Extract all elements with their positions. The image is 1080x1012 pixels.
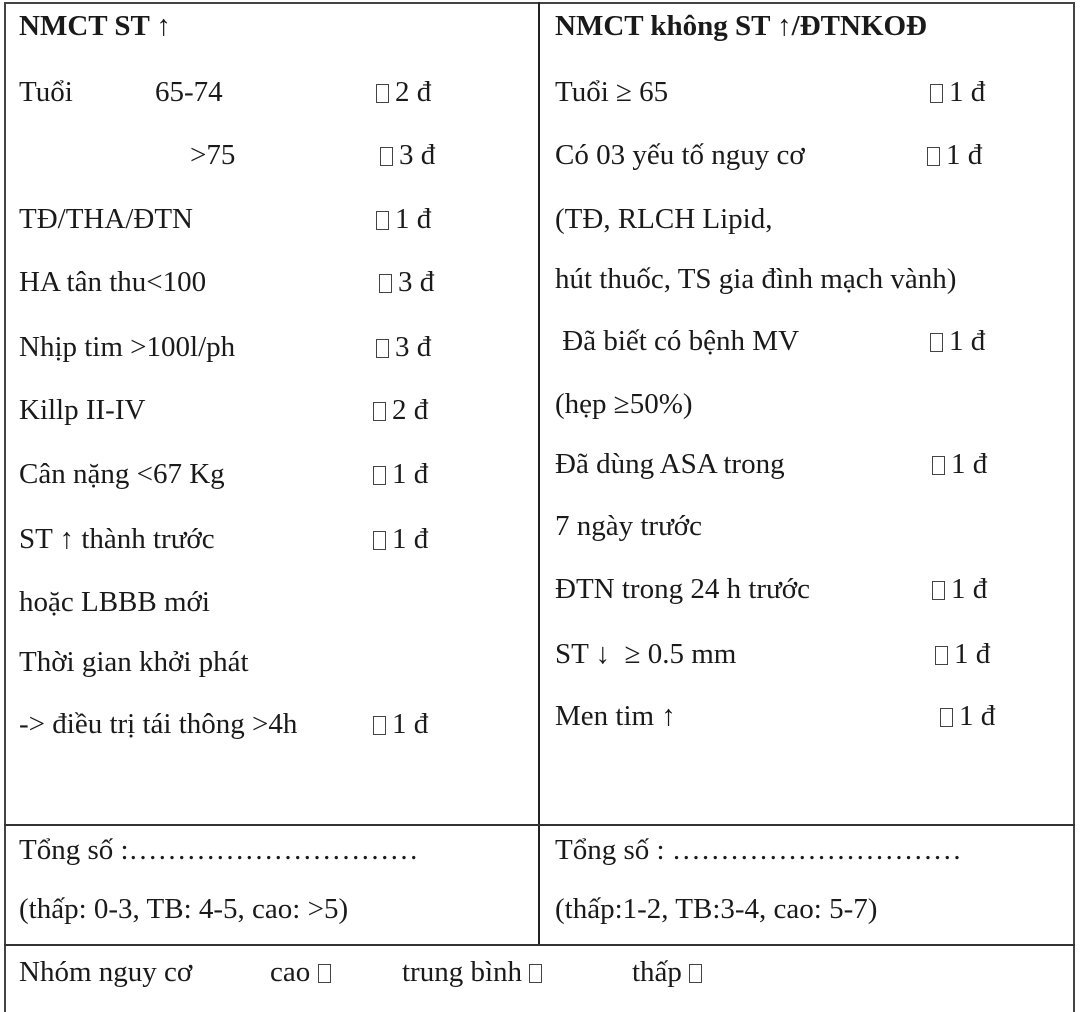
checkbox-icon[interactable] — [930, 84, 943, 103]
score-option[interactable]: 1 đ — [935, 640, 990, 669]
checkbox-icon[interactable] — [932, 581, 945, 600]
checkbox-icon[interactable] — [940, 708, 953, 727]
column-divider — [538, 2, 540, 945]
left-item-label: hoặc LBBB mới — [19, 586, 210, 618]
score-option[interactable]: 3 đ — [380, 141, 435, 170]
left-item-label: Nhịp tim >100l/ph — [19, 331, 236, 363]
checkbox-icon[interactable] — [379, 274, 392, 293]
checkbox-icon[interactable] — [380, 147, 393, 166]
score-option[interactable]: 1 đ — [373, 460, 428, 489]
right-total-ranges: (thấp:1-2, TB:3-4, cao: 5-7) — [555, 893, 878, 925]
checkbox-icon[interactable] — [318, 964, 331, 983]
score-option[interactable]: 1 đ — [932, 575, 987, 604]
checkbox-icon[interactable] — [689, 964, 702, 983]
checkbox-icon[interactable] — [373, 402, 386, 421]
left-item-label: Tuổi — [19, 76, 73, 108]
left-item-label: Cân nặng <67 Kg — [19, 458, 225, 490]
risk-option-medium[interactable]: trung bình — [402, 958, 548, 987]
right-item-label: ST ↓ ≥ 0.5 mm — [555, 638, 737, 670]
risk-option-high[interactable]: cao — [270, 958, 337, 987]
checkbox-icon[interactable] — [930, 333, 943, 352]
right-item-label: Đã dùng ASA trong — [555, 448, 785, 480]
score-option[interactable]: 1 đ — [927, 141, 982, 170]
left-total-field[interactable]: Tổng số :………………………… — [19, 834, 419, 866]
left-header: NMCT ST ↑ — [19, 10, 172, 42]
right-item-label: 7 ngày trước — [555, 510, 703, 542]
score-option[interactable]: 2 đ — [376, 78, 431, 107]
checkbox-icon[interactable] — [373, 466, 386, 485]
right-item-label: Đã biết có bệnh MV — [555, 325, 800, 357]
left-item-label: HA tân thu<100 — [19, 266, 207, 298]
right-item-label: (hẹp ≥50%) — [555, 388, 693, 420]
right-item-label: Tuổi ≥ 65 — [555, 76, 669, 108]
left-item-label: TĐ/THA/ĐTN — [19, 203, 193, 235]
checkbox-icon[interactable] — [376, 211, 389, 230]
score-option[interactable]: 1 đ — [930, 78, 985, 107]
right-item-label: (TĐ, RLCH Lipid, — [555, 203, 773, 235]
checkbox-icon[interactable] — [376, 84, 389, 103]
score-option[interactable]: 1 đ — [932, 450, 987, 479]
right-header: NMCT không ST ↑/ĐTNKOĐ — [555, 10, 928, 42]
left-item-label: ST ↑ thành trước — [19, 523, 215, 555]
left-item-sub: 65-74 — [155, 76, 223, 108]
right-total-field[interactable]: Tổng số : ………………………… — [555, 834, 962, 866]
risk-group-divider — [4, 944, 1075, 946]
left-item-sub: >75 — [190, 139, 236, 171]
score-option[interactable]: 2 đ — [373, 396, 428, 425]
right-item-label: hút thuốc, TS gia đình mạch vành) — [555, 263, 957, 295]
score-option[interactable]: 1 đ — [373, 710, 428, 739]
left-item-label: Thời gian khởi phát — [19, 646, 249, 678]
checkbox-icon[interactable] — [935, 646, 948, 665]
left-item-label: -> điều trị tái thông >4h — [19, 708, 298, 740]
risk-group-label: Nhóm nguy cơ — [19, 956, 193, 988]
score-option[interactable]: 1 đ — [376, 205, 431, 234]
checkbox-icon[interactable] — [529, 964, 542, 983]
left-item-label: Killp II-IV — [19, 394, 146, 426]
right-item-label: ĐTN trong 24 h trước — [555, 573, 810, 605]
checkbox-icon[interactable] — [376, 339, 389, 358]
score-option[interactable]: 1 đ — [373, 525, 428, 554]
score-option[interactable]: 3 đ — [376, 333, 431, 362]
total-row-divider — [4, 824, 1075, 826]
checkbox-icon[interactable] — [932, 456, 945, 475]
score-option[interactable]: 1 đ — [940, 702, 995, 731]
checkbox-icon[interactable] — [927, 147, 940, 166]
checkbox-icon[interactable] — [373, 531, 386, 550]
right-item-label: Men tim ↑ — [555, 700, 676, 732]
checkbox-icon[interactable] — [373, 716, 386, 735]
score-option[interactable]: 3 đ — [379, 268, 434, 297]
risk-option-low[interactable]: thấp — [632, 958, 708, 987]
left-total-ranges: (thấp: 0-3, TB: 4-5, cao: >5) — [19, 893, 349, 925]
right-item-label: Có 03 yếu tố nguy cơ — [555, 139, 805, 171]
score-option[interactable]: 1 đ — [930, 327, 985, 356]
